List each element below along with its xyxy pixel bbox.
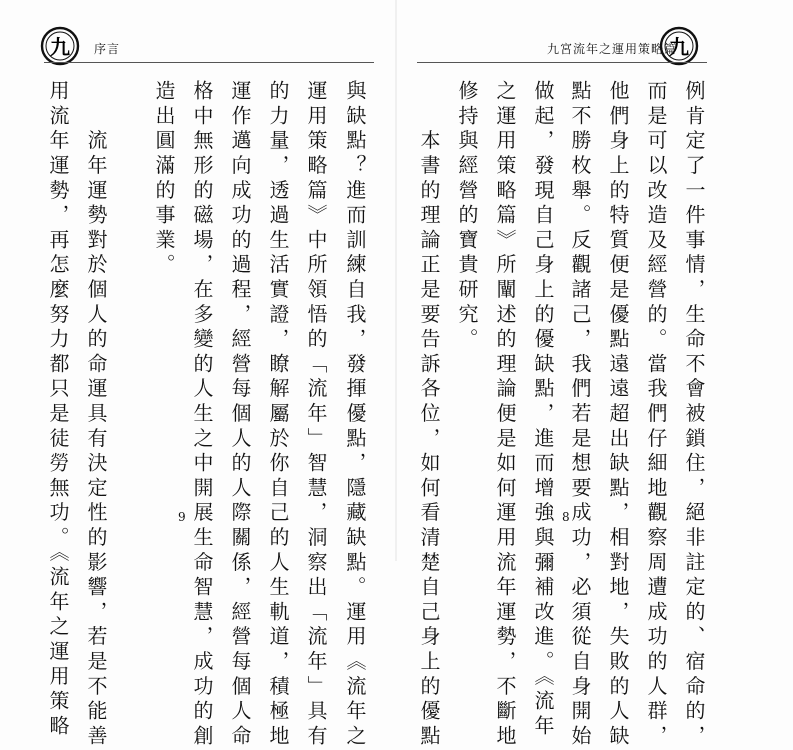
text-column: 流年運勢對於個人的命運具有決定性的影響，若是不能善	[84, 80, 108, 750]
text-column: 例肯定了一件事情，生命不會被鎖住，絕非註定的、宿命的，	[682, 80, 706, 750]
text-column: 造出圓滿的事業。	[152, 80, 176, 279]
left-page	[0, 0, 396, 750]
logo-text: 九	[50, 35, 70, 59]
running-title: 序言	[94, 42, 121, 56]
text-column: 而是可以改造及經營的。當我們仔細地觀察周遭成功的人群，	[644, 80, 668, 750]
page-number: 9	[178, 510, 186, 524]
text-column: 修持與經營的寶貴研究。	[455, 80, 479, 353]
right-page	[397, 0, 793, 750]
text-column: 的力量，透過生活實證，瞭解屬於你自己的人生軌道，積極地	[266, 80, 290, 750]
text-column: 與缺點？進而訓練自我，發揮優點，隱藏缺點。運用《流年之	[343, 80, 367, 750]
header-rule	[417, 62, 707, 63]
logo-text: 九	[669, 35, 689, 59]
text-column: 做起，發現自己身上的優缺點，進而增強與彌補改進。《流年	[531, 80, 555, 740]
text-column: 點不勝枚舉。反觀諸己，我們若是想要成功，必須從自身開始	[568, 80, 592, 750]
text-column: 運作邁向成功的過程，經營每個人的人際關係，經營每個人命	[228, 80, 252, 750]
text-column: 他們身上的特質便是優點遠遠超出缺點，相對地，失敗的人缺	[606, 80, 630, 750]
text-column: 運用策略篇》中所領悟的「流年」智慧，洞察出「流年」具有	[304, 80, 328, 750]
text-column: 用流年運勢，再怎麼努力都只是徒勞無功。《流年之運用策略	[46, 80, 70, 740]
text-column: 之運用策略篇》所闡述的理論便是如何運用流年運勢，不斷地	[493, 80, 517, 750]
running-title: 九宮流年之運用策略篇	[547, 42, 678, 56]
page-number: 8	[562, 510, 570, 524]
header-rule	[44, 62, 374, 63]
text-column: 本書的理論正是要告訴各位，如何看清楚自己身上的優點	[417, 80, 441, 750]
nine-logo	[38, 26, 82, 66]
text-column: 格中無形的磁場，在多變的人生之中開展生命智慧，成功的創	[190, 80, 214, 750]
